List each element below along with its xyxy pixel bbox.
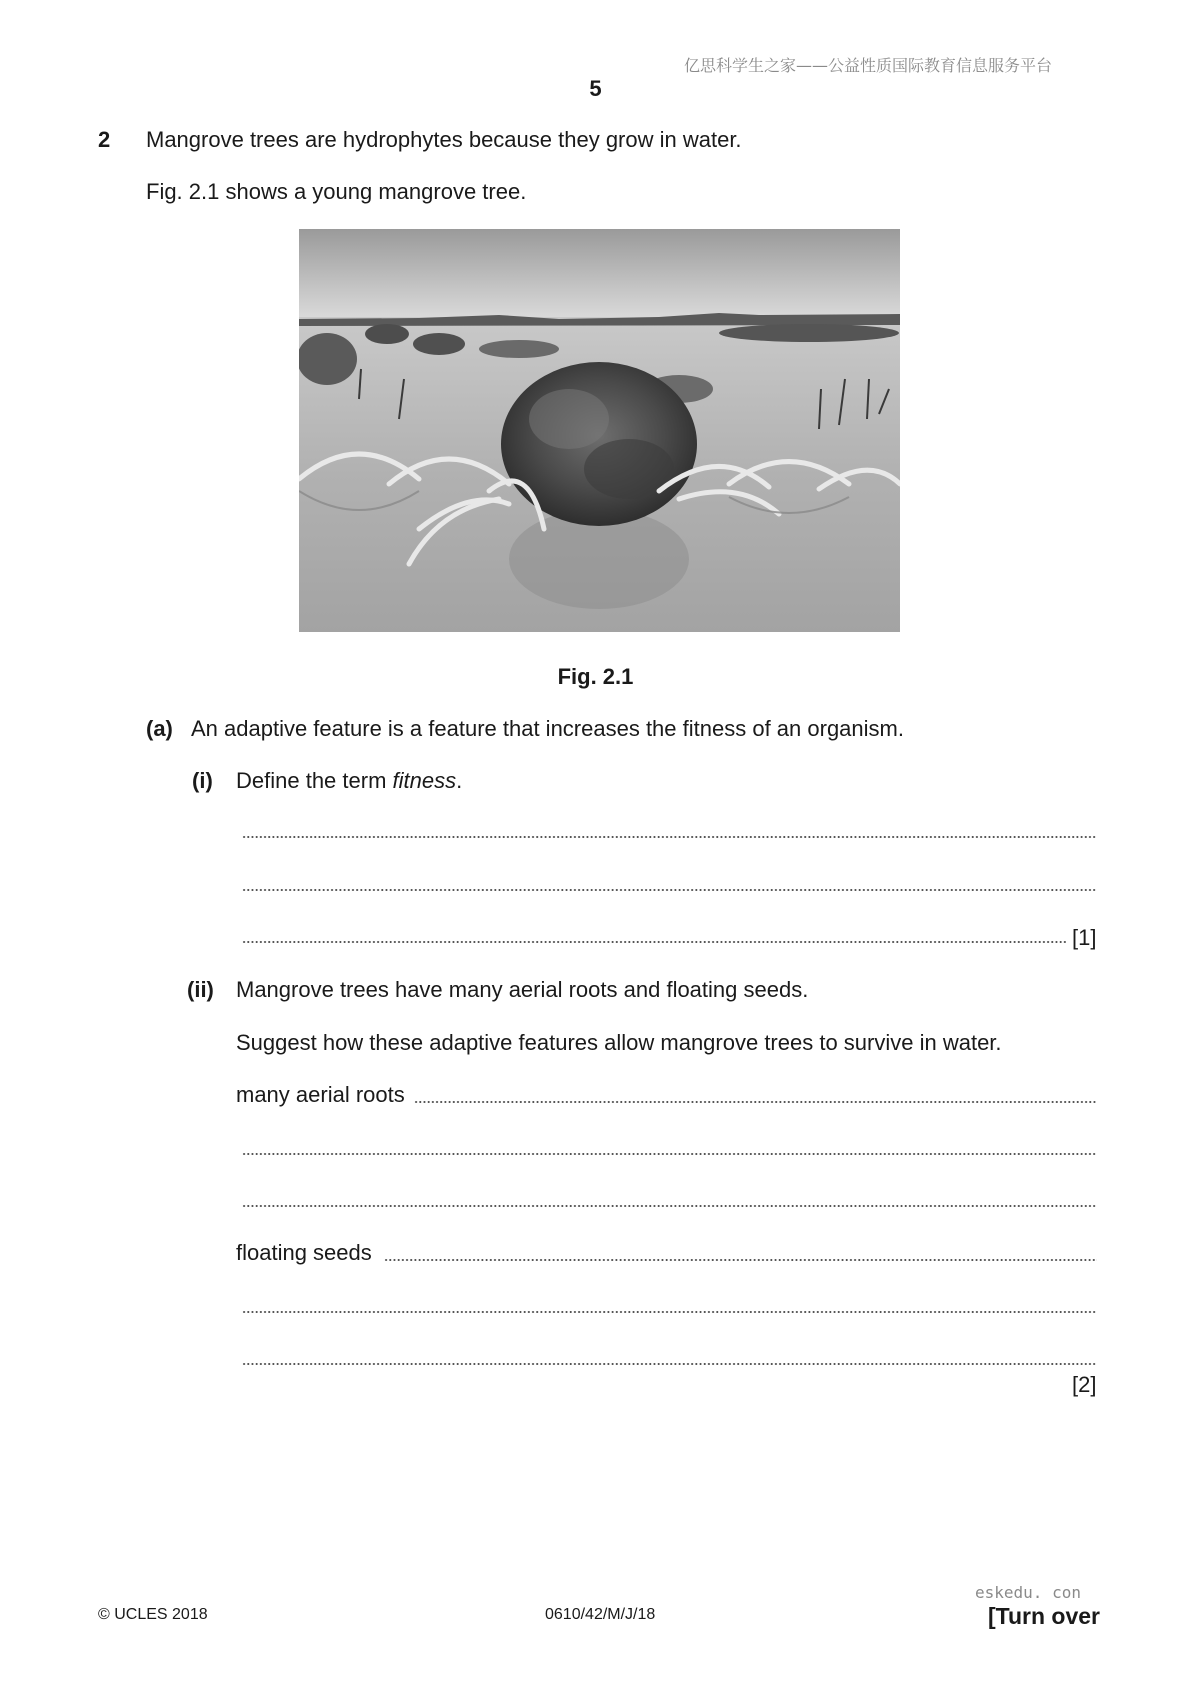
part-a-text: An adaptive feature is a feature that increases the fitness of an organism. [191,716,904,741]
fitness-term: fitness [392,768,457,793]
question-number: 2 [98,127,111,152]
part-ii-prompt: Suggest how these adaptive features allow mangrove trees to survive in water. [236,1030,1002,1055]
aerial-roots-label: many aerial roots [236,1082,405,1107]
mark-i: [1] [1072,925,1097,950]
answer-line-seeds-3[interactable] [242,1362,1097,1366]
answer-line-i-2[interactable] [242,888,1097,892]
question-intro: Mangrove trees are hydrophytes because they grow in water. [146,127,742,152]
answer-line-i-3[interactable] [242,940,1066,944]
part-a-label: (a) [146,716,173,741]
answer-line-roots-3[interactable] [242,1204,1097,1208]
answer-line-i-1[interactable] [242,835,1097,839]
page-number: 5 [589,76,602,101]
part-i-text-after: . [456,768,463,793]
figure-intro: Fig. 2.1 shows a young mangrove tree. [146,179,527,204]
mangrove-photo [299,229,900,632]
answer-line-seeds-2[interactable] [242,1310,1097,1314]
footer-watermark: eskedu. con [975,1583,1081,1602]
figure-caption: Fig. 2.1 [557,664,634,689]
part-i-text [236,768,462,794]
mark-ii: [2] [1072,1372,1097,1397]
part-i-label: (i) [192,768,213,793]
turn-over: [Turn over [987,1603,1100,1629]
answer-line-roots-1[interactable] [414,1100,1097,1104]
paper-code: 0610/42/M/J/18 [545,1606,656,1623]
header-watermark: 亿思科学生之家——公益性质国际教育信息服务平台 [684,56,1053,75]
part-ii-text: Mangrove trees have many aerial roots and floating seeds. [236,977,809,1002]
copyright: © UCLES 2018 [98,1606,208,1623]
answer-line-seeds-1[interactable] [384,1258,1097,1262]
answer-line-roots-2[interactable] [242,1152,1097,1156]
floating-seeds-label: floating seeds [236,1240,372,1265]
part-ii-label: (ii) [187,977,214,1002]
part-i-text-before: Define the term [236,768,393,793]
